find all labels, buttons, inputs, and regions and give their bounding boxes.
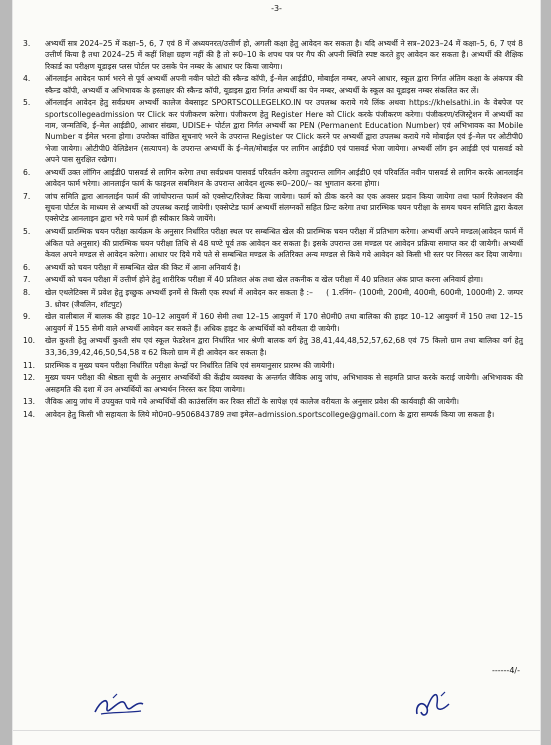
- instruction-item: [23, 360, 523, 371]
- instruction-text: खेल वालीबाल में बालक की हाइट 10–12 आयुवर्ग में 160 सेमी तथा 12–15 आयुवर्ग में 170 से0मी0 तथा बालिका की हाइट 10–12 आयुवर्ग में 150 तथा 12–15 आयुवर्ग में 155 सेमी वाले अभ्यर्थी आवेदन कर सकते हैं। अधिक हाइट के अभ्यर्थियों को वरीयता दी जायेगी।: [45, 312, 523, 333]
- instruction-item: [23, 274, 523, 285]
- instruction-number: 4.: [23, 74, 31, 84]
- instruction-number: 7.: [23, 191, 31, 201]
- instruction-text: अभ्यर्थी को चयन परीक्षा में उत्तीर्ण होने हेतु शारीरिक परीक्षा में 40 प्रतिशत अंक तथा खेल तकनीक व खेल परीक्षा में 40 प्रतिशत अंक प्राप्त करना अनिवार्य होगा।: [45, 275, 483, 285]
- instruction-number: 8.: [23, 288, 31, 298]
- instruction-number: 6.: [23, 262, 31, 272]
- instruction-list: [23, 38, 523, 422]
- instruction-text: ऑनलाईन आवेदन फार्म भरने से पूर्व अभ्यर्थी अपनी नवीन फोटो की स्कैन्ड कॉपी, ई–मेल आईडी0, मोबाईल नम्बर, अपने आधार, स्कूल द्वारा निर्गत अंतिम कक्षा के अंकपत्र की स्कैन्ड कॉपी, अभ्यर्थी व अभिभावक के हस्ताक्षर की स्कैन्ड कॉपी, यूडाइस द्वारा निर्गत अभ्यर्थी का पेन नम्बर, अभ्यर्थी के स्कूल का यूडाइस नम्बर संकलित कर लें।: [45, 74, 523, 95]
- instruction-item: [23, 372, 523, 395]
- instruction-number: 12.: [23, 373, 36, 383]
- instruction-text: जैविक आयु जांच में उपयुक्त पाये गये अभ्यर्थियों की काउंसलिंग कर रिक्त सीटों के सापेक्ष एवं कालेज वरीयता के अनुसार प्रवेश की कार्यवाही की जायेगी।: [45, 397, 460, 407]
- instruction-number: 9.: [23, 312, 31, 322]
- instruction-number: 6.: [23, 167, 31, 177]
- signature-right-icon: [409, 686, 455, 726]
- instruction-item: [23, 409, 523, 420]
- instruction-item: [23, 335, 523, 358]
- instruction-item: [23, 287, 523, 310]
- instruction-text: अभ्यर्थी प्रारम्भिक चयन परीक्षा कार्यक्रम के अनुसार निर्धारित परीक्षा स्थल पर सम्बन्धित खेल की प्रारम्भिक चयन परीक्षा में प्रतिभाग करेगा। अभ्यर्थी अपने मण्डल(आवेदन फार्म में अंकित पते अनुसार) की प्रारम्भिक चयन परीक्षा तिथि से 48 घण्टे पूर्व तक आवेदन कर सकता है। इसके उपरान्त उस मण्डल पर आवेदन प्रक्रिया समाप्त कर दी जायेगी। अभ्यर्थी केवल अपने मण्डल से आवेदन करेगा। आधार पर दिये गये पते से सम्बन्धित मण्डल के अतिरिक्त अन्य मण्डल से किये गये आवेदन को किसी भी स्तर पर निरस्त कर दिया जायेगा।: [45, 227, 523, 259]
- instruction-item: [23, 38, 523, 72]
- instruction-number: 10.: [23, 336, 36, 346]
- instruction-number: 14.: [23, 410, 36, 420]
- instruction-text: अभ्यर्थी उक्त लॉगिन आईडी0 पासवर्ड से लागिन करेगा तथा सर्वप्रथम पासवर्ड परिवर्तन करेगा तदुपरान्त लागिन आईडी0 एवं परिवर्तित नवीन पासवर्ड से लागिन करके आनलाईन आवेदन फार्म भरेगा। आनलाईन फार्म के फाइनल सबमिशन के उपरान्त आवेदन शुल्क रू0–200/– का भुगतान करना होगा।: [45, 167, 523, 189]
- instruction-item: [23, 191, 523, 225]
- instruction-text: आवेदन हेतु किसी भी सहायता के लिये मो0न0–9506843789 तथा इमेल–admission.sportscollege@gmail.com के द्वारा सम्पर्क किया जा सकता है।: [45, 410, 495, 420]
- instruction-text: जांच समिति द्वारा आनलाईन फार्म की जांचोपरान्त फार्म को एक्सेप्ट/रिजेक्ट किया जायेगा। फार्म को ठीक करने का एक अवसर प्रदान किया जायेगा तथा फार्म रिजेक्शन की सूचना पोर्टल के माध्यम से अभ्यर्थी को उपलब्ध कराई जायेगी। एक्सेप्टेड फार्म अभ्यर्थी संलग्नकों सहित प्रिन्ट करेगा तथा प्रारम्भिक चयन परीक्षा के समय चयन समिति द्वारा केवल एक्सेप्टेड आनलाइन द्वारा भरे गये फार्म ही स्वीकार किये जायेंगे।: [45, 191, 523, 224]
- signature-left-icon: [91, 690, 147, 724]
- instruction-item: [23, 262, 523, 273]
- instruction-number: 7.: [23, 275, 31, 285]
- instruction-number: 3.: [23, 39, 31, 48]
- instruction-number: 5.: [23, 98, 31, 108]
- instruction-item: [23, 73, 523, 96]
- instruction-item: [23, 396, 523, 407]
- instruction-item: [23, 226, 523, 260]
- instruction-text: खेल कुश्ती हेतु अभ्यर्थी कुश्ती संघ एवं स्कूल फेडरेशन द्वारा निर्धारित भार श्रेणी बालक वर्ग हेतु 38,41,44,48,52,57,62,68 एवं 75 किलो ग्राम तथा बालिका वर्ग हेतु 33,36,39,42,46,50,54,58 व 62 किलो ग्राम में ही आवेदन कर सकता है।: [45, 336, 523, 357]
- page-bottom-divider: [13, 730, 540, 731]
- instruction-text: अभ्यर्थी सत्र 2024–25 में कक्षा–5, 6, 7 एवं 8 में अध्ययनरत/उत्तीर्ण हो, अगली कक्षा हेतु आवेदन कर सकता है। यदि अभ्यर्थी ने सत्र–2023–24 में कक्षा–5, 6, 7 एवं 8 उत्तीर्ण किया है तथा 2024–25 में कहीं शिक्षा ग्रहण नहीं की है तो रू0–10 के शपथ पत्र पर गैप की अपनी स्थिति स्पष्ट करते हुए आवेदन कर सकता है। अभ्यर्थी की शैक्षिक रिकार्ड का परीक्षण यूडाइस प्लस पोर्टल पर उसके पेन नम्बर के आधार पर किया जायेगा।: [45, 39, 523, 71]
- document-page: [12, 0, 541, 745]
- next-page-marker: ------4/-: [492, 666, 520, 675]
- instruction-text: ऑनलाईन आवेदन हेतु सर्वप्रथम अभ्यर्थी कालेज वेबसाइट SPORTSCOLLEGELKO.IN पर उपलब्ध कराये गये लिंक अथवा https://khelsathi.in के वेबपेज पर sportscollegeadmission पर Click कर पंजीकरण करेगा। पंजीकरण हेतु Register Here को Click करके पंजीकरण करेगा। पंजीकरण/रजिस्ट्रेशन में अभ्यर्थी का नाम, जन्मतिथि, ई–मेल आईडी0, आधार संख्या, UDISE+ पोर्टल द्वारा निर्गत अभ्यर्थी का PEN (Permanent Education Number) एवं अभिभावक का Mobile Number व ईमेल भरना होगा। उपरोक्त वांछित सूचनाएं भरने के उपरान्त Register पर Click करने पर अभ्यर्थी द्वारा उपलब्ध कराये गये मोबाईल एवं ई–मेल पर ओटीपी0 भेजा जायेगा। ओटीपी0 वेलिडेशन (सत्यापन) के उपरान्त अभ्यर्थी के ई–मेल/मोबाईल पर लागिन आईडी0 एवं पासवर्ड भेजा जायेगा। अभ्यर्थी लॉग इन आईडी एवं पासवर्ड को अपने पास सुरक्षित रखेगा।: [45, 98, 523, 164]
- instruction-item: [23, 97, 523, 165]
- instruction-text: खेल एथलेटिक्स में प्रवेश हेतु इच्छुक अभ्यर्थी इनमें से किसी एक स्पर्धा में आवेदन कर सकता है :– ( 1.रनिंग– (100मी, 200मी, 400मी, 600मी, 1000मी) 2. जम्पर 3. थ्रोवर (जैवलिन, शॉटपुट): [45, 288, 523, 309]
- instruction-text: अभ्यर्थी को चयन परीक्षा में सम्बन्धित खेल की किट में आना अनिवार्य है।: [45, 262, 241, 272]
- instruction-number: 11.: [23, 360, 36, 370]
- page-number: -3-: [271, 4, 282, 13]
- instruction-item: [23, 167, 523, 190]
- instruction-text: प्रारम्भिक व मुख्य चयन परीक्षा निर्धारित परीक्षा केन्द्रों पर निर्धारित तिथि एवं समयानुसार प्रारम्भ की जायेगी।: [45, 360, 335, 370]
- instruction-item: [23, 311, 523, 334]
- instruction-number: 13.: [23, 397, 36, 407]
- instruction-text: मुख्य चयन परीक्षा की श्रेष्ठता सूची के अनुसार अभ्यर्थियों की केंद्रीय व्यवस्था के अन्तर्गत जैविक आयु जांच, अभिभावक से सहमति प्राप्त करके कराई जायेगी। अभिभावक की असहमति की दशा में उन अभ्यर्थियों का अभ्यर्थन निरस्त कर दिया जायेगा।: [45, 373, 523, 394]
- instruction-number: 5.: [23, 227, 31, 237]
